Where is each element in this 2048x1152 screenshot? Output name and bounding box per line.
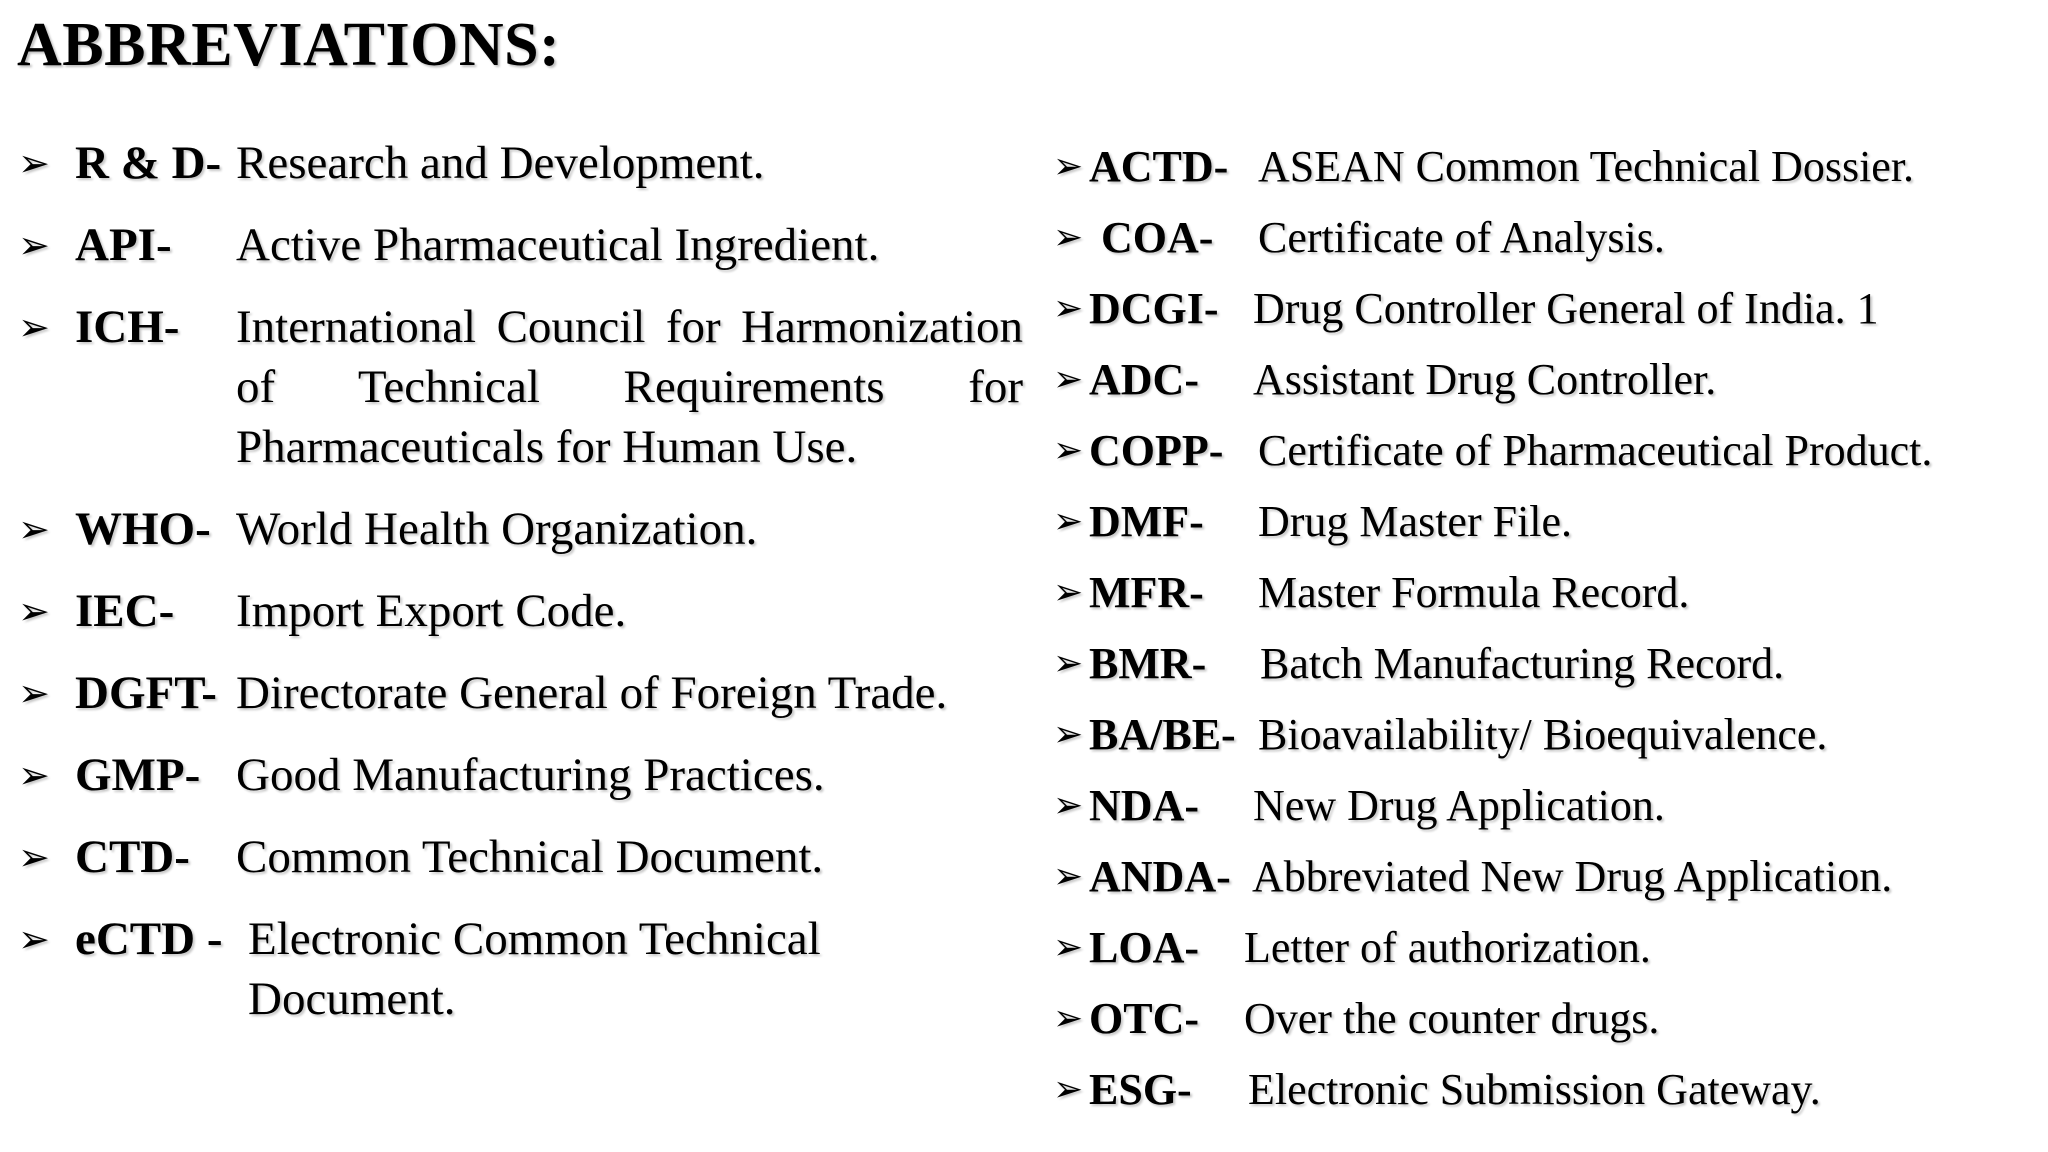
abbreviation-term: GMP- [75,749,201,801]
arrow-bullet-icon: ➢ [1053,359,1084,400]
list-item [1053,912,2013,983]
abbreviation-definition: Letter of authorization. [1244,923,1651,972]
abbreviation-term: BA/BE- [1089,710,1236,759]
arrow-bullet-icon: ➢ [1053,217,1084,258]
abbreviation-term: MFR- [1089,568,1204,617]
arrow-bullet-icon: ➢ [1053,785,1084,826]
arrow-bullet-icon: ➢ [18,305,50,349]
list-item [18,827,1023,887]
abbreviation-definition: Electronic Submission Gateway. [1248,1065,1821,1114]
arrow-bullet-icon: ➢ [1053,501,1084,542]
abbreviation-term: DCGI- [1089,284,1219,333]
abbreviation-definition: Research and Development. [236,137,765,189]
arrow-bullet-icon: ➢ [18,835,50,879]
abbreviation-definition: Over the counter drugs. [1244,994,1660,1043]
abbreviation-term: API- [75,219,172,271]
list-item [1053,770,2013,841]
abbreviation-definition: Bioavailability/ Bioequivalence. [1258,710,1828,759]
abbreviation-definition: Assistant Drug Controller. [1253,355,1717,404]
arrow-bullet-icon: ➢ [1053,288,1084,329]
list-item [18,133,1023,193]
abbreviation-definition: Certificate of Pharmaceutical Product. [1258,426,1933,475]
list-item [1053,699,2013,770]
list-item [1053,344,2013,415]
abbreviation-term: ADC- [1089,355,1199,404]
abbreviation-definition: Abbreviated New Drug Application. [1252,852,1893,901]
list-item [18,499,1023,559]
abbreviation-definition: Certificate of Analysis. [1258,213,1665,262]
abbreviation-term: LOA- [1089,923,1199,972]
abbreviation-term: R & D- [75,137,222,189]
list-item [1053,486,2013,557]
abbreviation-definition: Electronic Common Technical Document. [248,913,821,1025]
list-item [1053,628,2013,699]
abbreviation-definition: Drug Master File. [1258,497,1573,546]
list-item [1053,202,2013,273]
list-item [1053,557,2013,628]
list-item [1053,841,2013,912]
abbreviation-list-left [18,133,1023,1029]
arrow-bullet-icon: ➢ [18,507,50,551]
arrow-bullet-icon: ➢ [1053,146,1084,187]
abbreviation-term: ICH- [75,301,180,353]
list-item [1053,1054,2013,1125]
abbreviation-term: ACTD- [1089,142,1229,191]
abbreviation-definition: New Drug Application. [1253,781,1665,830]
arrow-bullet-icon: ➢ [1053,430,1084,471]
list-item [1053,415,2013,486]
abbreviation-definition: Drug Controller General of India. 1 [1253,284,1879,333]
arrow-bullet-icon: ➢ [1053,998,1084,1039]
list-item [18,215,1023,275]
abbreviation-definition: International Council for Harmonization of Technical Requirements for Pharmaceuticals for Human Use. [236,301,1023,473]
abbreviation-term: NDA- [1089,781,1199,830]
list-item [18,297,1023,477]
abbreviation-term: COA- [1101,213,1214,262]
abbreviation-term: BMR- [1089,639,1207,688]
abbreviation-definition: Common Technical Document. [236,831,824,883]
arrow-bullet-icon: ➢ [18,589,50,633]
list-item [18,663,1023,723]
list-item [18,909,1023,1029]
abbreviation-definition: Import Export Code. [236,585,627,637]
abbreviation-term: DMF- [1089,497,1204,546]
abbreviation-definition: Active Pharmaceutical Ingredient. [236,219,880,271]
arrow-bullet-icon: ➢ [1053,856,1084,897]
list-item [18,745,1023,805]
arrow-bullet-icon: ➢ [1053,714,1084,755]
list-item [1053,273,2013,344]
page-title: ABBREVIATIONS: [17,11,561,79]
arrow-bullet-icon: ➢ [18,671,50,715]
arrow-bullet-icon: ➢ [1053,643,1084,684]
abbreviation-term: WHO- [75,503,211,555]
list-item [18,581,1023,641]
arrow-bullet-icon: ➢ [1053,572,1084,613]
abbreviation-definition: Batch Manufacturing Record. [1260,639,1785,688]
abbreviation-definition: Master Formula Record. [1258,568,1690,617]
abbreviation-definition: ASEAN Common Technical Dossier. [1258,142,1915,191]
abbreviation-term: DGFT- [75,667,217,719]
abbreviation-list-right [1053,131,2013,1125]
abbreviation-term: COPP- [1089,426,1224,475]
abbreviation-term: CTD- [75,831,190,883]
arrow-bullet-icon: ➢ [18,917,50,961]
abbreviation-term: eCTD - [75,913,223,965]
arrow-bullet-icon: ➢ [18,141,50,185]
abbreviation-definition: Good Manufacturing Practices. [236,749,825,801]
arrow-bullet-icon: ➢ [18,223,50,267]
abbreviation-definition: Directorate General of Foreign Trade. [236,667,948,719]
list-item [1053,983,2013,1054]
abbreviation-term: ANDA- [1089,852,1231,901]
abbreviation-term: OTC- [1089,994,1199,1043]
arrow-bullet-icon: ➢ [1053,927,1084,968]
abbreviation-term: IEC- [75,585,175,637]
abbreviation-definition: World Health Organization. [236,503,758,555]
list-item [1053,131,2013,202]
arrow-bullet-icon: ➢ [18,753,50,797]
abbreviation-term: ESG- [1089,1065,1192,1114]
arrow-bullet-icon: ➢ [1053,1069,1084,1110]
